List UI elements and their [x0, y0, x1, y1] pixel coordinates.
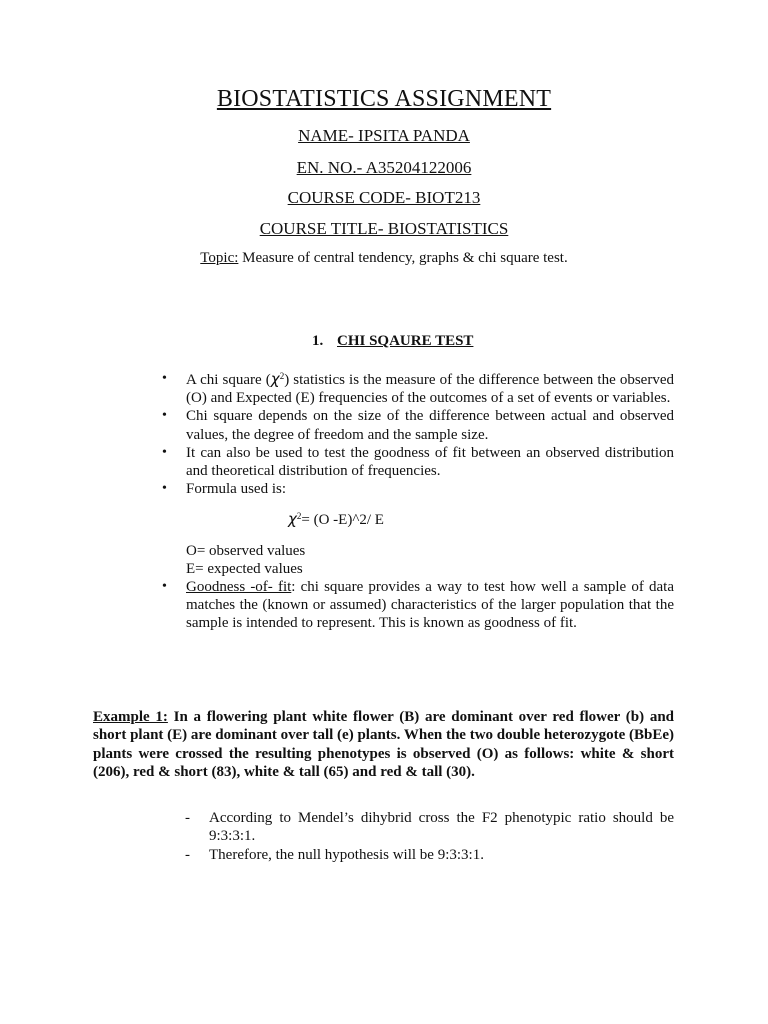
bullet-text: : chi square provides a way to test how well a sample of data matches the (known or assumed) characteristics of the larger population that the sample is intended to represent. This is known as goodness of fit.	[186, 579, 674, 632]
list-item	[160, 370, 674, 407]
list-item	[185, 809, 674, 846]
topic-line	[0, 250, 768, 267]
dash-list	[185, 809, 674, 864]
topic-text: Measure of central tendency, graphs & chi square test.	[238, 250, 568, 266]
list-item-text: Therefore, the null hypothesis will be 9:3:3:1.	[209, 846, 484, 863]
bullet-icon: •	[162, 481, 167, 497]
enrollment-number: EN. NO.- A35204122006	[296, 158, 472, 177]
bullet-text: Formula used is:	[186, 481, 286, 498]
example-label: Example 1:	[93, 709, 168, 725]
student-name: NAME- IPSITA PANDA	[298, 126, 470, 145]
chi-symbol: χ	[288, 510, 297, 529]
section-title: CHI SQAURE TEST	[337, 333, 474, 349]
course-code: COURSE CODE- BIOT213	[287, 188, 481, 207]
bullet-text: ) statistics is the measure of the difference between the observed (O) and Expected (E) frequencies of the outcomes of a set of events or variables.	[186, 372, 674, 407]
list-item-text: According to Mendel’s dihybrid cross the F2 phenotypic ratio should be 9:3:3:1.	[209, 810, 674, 845]
list-item	[185, 846, 674, 864]
definition-observed: O= observed values	[186, 542, 306, 559]
section-heading	[312, 333, 473, 350]
bullet-icon: •	[162, 371, 167, 386]
bullet-text: It can also be used to test the goodness of fit between an observed distribution and theoretical distribution of frequencies.	[186, 444, 674, 480]
superscript: 2	[296, 511, 302, 522]
bullet-icon: •	[162, 408, 167, 424]
bullet-text: A chi square (	[186, 372, 271, 388]
dash-marker: -	[185, 810, 190, 826]
formula-text: = (O -E)^2/ E	[301, 512, 384, 529]
topic-label: Topic:	[200, 250, 239, 266]
section-number: 1.	[312, 333, 324, 349]
course-title: COURSE TITLE- BIOSTATISTICS	[259, 219, 509, 238]
bullet-icon: •	[162, 579, 167, 595]
dash-marker: -	[185, 846, 190, 863]
chi-square-formula	[160, 510, 674, 529]
bullet-icon: •	[162, 444, 167, 460]
chi-symbol: χ	[270, 370, 280, 388]
bullet-list	[160, 370, 674, 633]
list-item	[160, 480, 674, 498]
example-paragraph	[93, 708, 674, 782]
list-item	[160, 444, 674, 480]
goodness-of-fit-label: Goodness -of- fit	[186, 579, 292, 596]
definition-expected: E= expected values	[186, 560, 303, 577]
page-title: BIOSTATISTICS ASSIGNMENT	[216, 86, 552, 112]
example-text: In a flowering plant white flower (B) are dominant over red flower (b) and short plant (E) are dominant over tall (e) plants. When the two double heterozygote (BbEe) plants were crossed the resulting phenotypes is observed (O) as follows: white & short (206), red & short (83), white & tall (65) and red & tall (30).	[93, 709, 675, 781]
list-item	[160, 578, 674, 633]
bullet-text: Chi square depends on the size of the difference between actual and observed values, the degree of freedom and the sample size.	[186, 408, 674, 443]
superscript: 2	[279, 371, 285, 381]
list-item	[160, 407, 674, 443]
